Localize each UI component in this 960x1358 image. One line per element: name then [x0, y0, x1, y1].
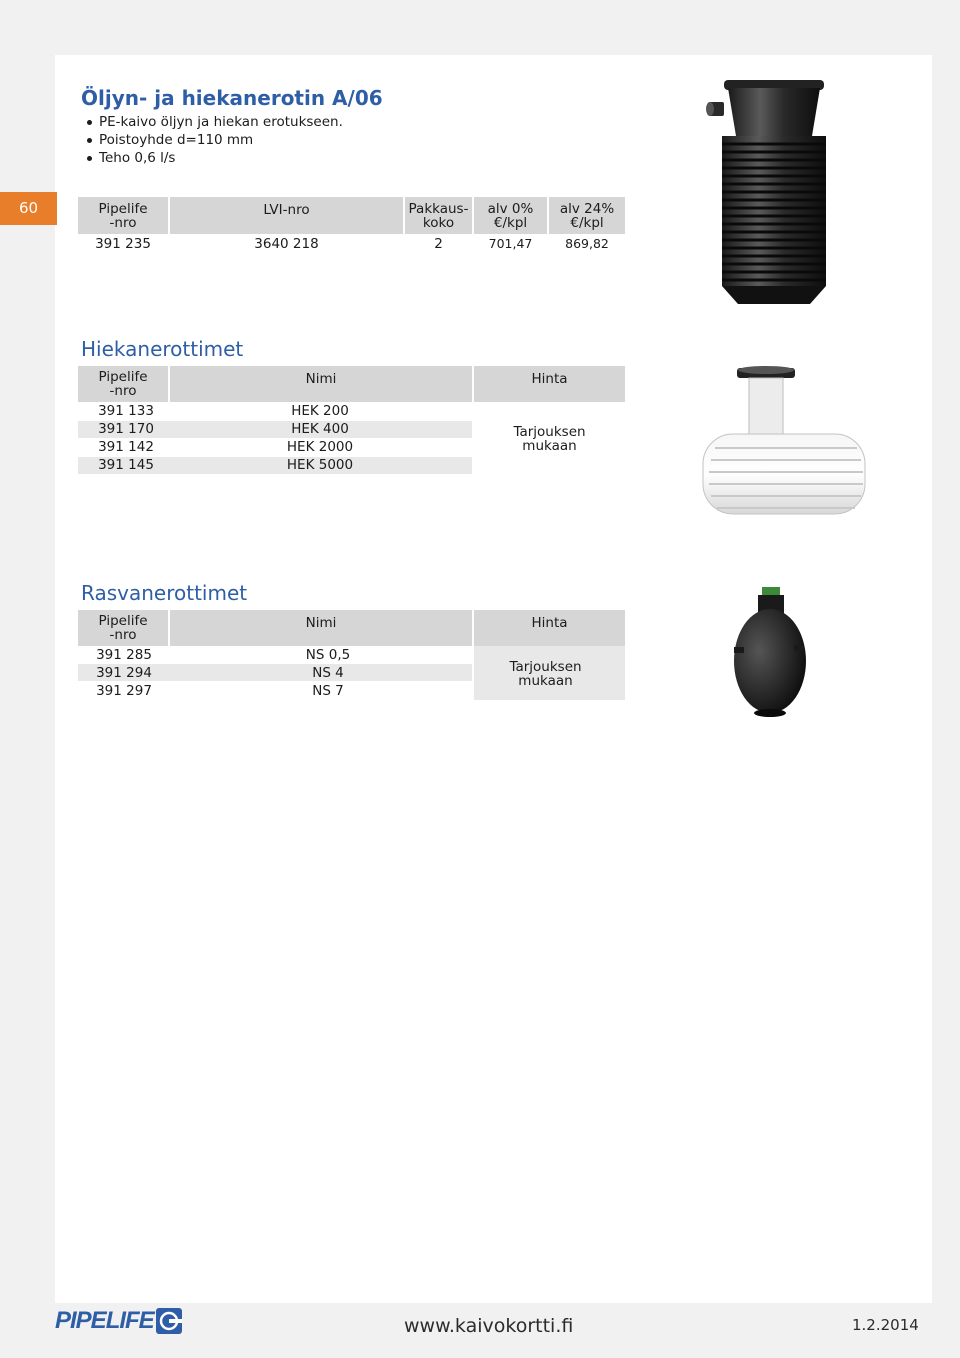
- logo-text: PIPELIFE: [55, 1307, 154, 1334]
- cell-nimi: NS 4: [312, 665, 344, 681]
- oil-separator-image: [700, 76, 826, 306]
- cell-pipelife-nro: 391 235: [95, 236, 151, 252]
- header-hinta: Hinta: [474, 366, 625, 402]
- cell-nimi: HEK 2000: [286, 439, 354, 455]
- cell-nro: 391 133: [98, 403, 154, 419]
- bullet-item: Teho 0,6 l/s: [87, 149, 343, 167]
- header-line: LVI-nro: [263, 202, 310, 218]
- pipelife-logo: [55, 1307, 182, 1335]
- cell-nro: 391 297: [96, 683, 152, 699]
- bullet-item: PE-kaivo öljyn ja hiekan erotukseen.: [87, 113, 343, 131]
- cell-alv24: 869,82: [565, 236, 609, 251]
- grease-separators-title: Rasvanerottimet: [81, 581, 248, 605]
- header-line: Pipelife: [98, 369, 148, 385]
- price-line: Tarjouksen: [513, 424, 586, 440]
- cell-nimi: HEK 5000: [286, 457, 354, 473]
- cell-alv0: 701,47: [488, 236, 533, 251]
- price-line: mukaan: [522, 438, 577, 454]
- header-alv24: [549, 197, 625, 234]
- price-line: mukaan: [518, 673, 573, 689]
- bullet-item: Poistoyhde d=110 mm: [87, 131, 343, 149]
- cell-pakkauskoko: 2: [434, 236, 443, 252]
- cell-nimi: NS 0,5: [305, 647, 351, 663]
- header-line: alv 24%: [559, 200, 615, 217]
- cell-nro: 391 294: [96, 665, 152, 681]
- header-nimi: Nimi: [170, 366, 472, 402]
- grease-separator-image: [732, 585, 806, 720]
- page-number-tab: 60: [0, 192, 57, 225]
- header-line: €/kpl: [570, 214, 604, 231]
- footer-date: 1.2.2014: [852, 1316, 919, 1334]
- cell-lvi-nro: 3640 218: [254, 236, 319, 252]
- cell-nimi: HEK 200: [291, 403, 349, 419]
- header-pipelife-nro: [78, 197, 168, 234]
- header-line: Pipelife: [98, 613, 148, 629]
- footer-url[interactable]: www.kaivokortti.fi: [404, 1315, 574, 1337]
- pipelife-logo-mark-icon: [156, 1308, 182, 1334]
- header-line: alv 0%: [487, 200, 534, 217]
- cell-nro: 391 170: [98, 421, 154, 437]
- header-pipelife-nro: [78, 610, 168, 646]
- header-hinta: Hinta: [474, 610, 625, 646]
- header-line: -nro: [109, 627, 137, 643]
- header-pipelife-nro: [78, 366, 168, 402]
- header-line: Pakkaus-: [408, 200, 469, 217]
- header-alv0: [474, 197, 547, 234]
- sand-separators-title: Hiekanerottimet: [81, 337, 244, 361]
- cell-nro: 391 285: [96, 647, 152, 663]
- price-line: Tarjouksen: [509, 659, 582, 675]
- cell-nimi: HEK 400: [291, 421, 349, 437]
- cell-nro: 391 145: [98, 457, 154, 473]
- header-lvi-nro: [170, 197, 403, 234]
- header-line: €/kpl: [493, 214, 528, 231]
- header-nimi: Nimi: [170, 610, 472, 646]
- cell-nimi: NS 7: [312, 683, 344, 699]
- header-line: koko: [422, 214, 455, 231]
- sand-separator-image: [697, 364, 867, 519]
- header-line: -nro: [109, 383, 137, 399]
- header-line: Pipelife: [98, 200, 148, 217]
- header-pakkauskoko: [405, 197, 472, 234]
- product-title: Öljyn- ja hiekanerotin A/06: [81, 86, 383, 110]
- product-bullets: [87, 113, 343, 167]
- header-line: -nro: [109, 214, 137, 231]
- cell-nro: 391 142: [98, 439, 154, 455]
